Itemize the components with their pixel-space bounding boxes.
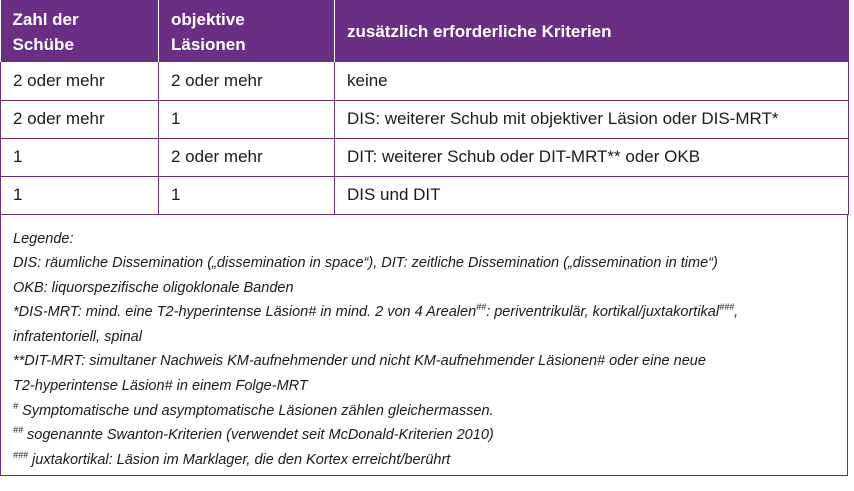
table-row — [1, 100, 849, 138]
legend-dit-mrt-cont: T2-hyperintense Läsion# in einem Folge-MRT — [13, 378, 308, 395]
footnote-1: # Symptomatische und asymptomatische Läsionen zählen gleichermassen. — [13, 400, 494, 419]
footnote-3: ### juxtakortikal: Läsion im Marklager, die den Kortex erreicht/berührt — [13, 450, 451, 468]
header-relapses: Zahl der Schübe — [1, 0, 159, 62]
legend-box — [0, 215, 848, 476]
legend-title: Legende: — [13, 230, 74, 247]
header-criteria: zusätzlich erforderliche Kriterien — [335, 0, 849, 62]
cell-relapses: 2 oder mehr — [1, 100, 159, 138]
cell-relapses: 2 oder mehr — [1, 62, 159, 100]
cell-lesions: 1 — [159, 100, 335, 138]
cell-relapses: 1 — [1, 176, 159, 214]
criteria-table — [0, 0, 849, 215]
table-header-row — [1, 0, 849, 62]
footnote-2: ## sogenannte Swanton-Kriterien (verwendet seit McDonald-Kriterien 2010) — [13, 425, 494, 444]
cell-criteria: DIS und DIT — [335, 176, 849, 214]
table-row — [1, 176, 849, 214]
cell-criteria: DIT: weiterer Schub oder DIT-MRT** oder OKB — [335, 138, 849, 176]
legend-dis-mrt-cont: infratentoriell, spinal — [13, 328, 142, 345]
header-lesions: objektive Läsionen — [159, 0, 335, 62]
cell-criteria: keine — [335, 62, 849, 100]
cell-lesions: 1 — [159, 176, 335, 214]
table-row — [1, 62, 849, 100]
legend-dis-dit: DIS: räumliche Dissemination („dissemination in space“), DIT: zeitliche Dissemination („dissemination in time“) — [13, 255, 718, 272]
legend-dit-mrt: **DIT-MRT: simultaner Nachweis KM-aufnehmender und nicht KM-aufnehmender Läsionen# oder eine neue — [13, 353, 706, 370]
legend-dis-mrt: *DIS-MRT: mind. eine T2-hyperintense Läsion# in mind. 2 von 4 Arealen##: periventrikulär, kortikal/juxtakortikal###, — [13, 302, 739, 321]
cell-lesions: 2 oder mehr — [159, 138, 335, 176]
table-row — [1, 138, 849, 176]
cell-criteria: DIS: weiterer Schub mit objektiver Läsion oder DIS-MRT* — [335, 100, 849, 138]
cell-relapses: 1 — [1, 138, 159, 176]
cell-lesions: 2 oder mehr — [159, 62, 335, 100]
legend-okb: OKB: liquorspezifische oligoklonale Banden — [13, 279, 294, 296]
